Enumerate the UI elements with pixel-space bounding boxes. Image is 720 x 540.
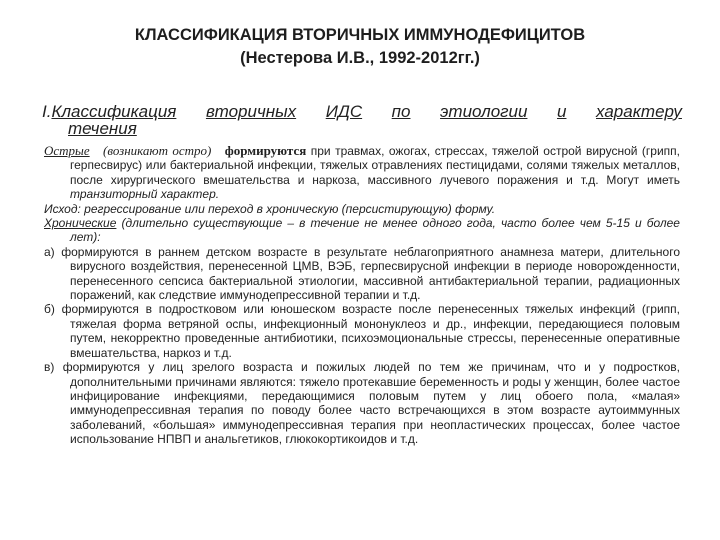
list-item: а) формируются в раннем детском возрасте в результате неблагоприятного анамнеза матери, длительного вирусного воздействия, перенесенной ЦМВ, ВЭБ, герпесвирусной инфекции в периоде новорожденности, перенесенного сепсиса бактериальной этиологии, массивной антибактериальной терапии, радиационных поражений, как следствие иммунодепрессивной терапии и т.д. — [44, 244, 680, 303]
list-item: в) формируются у лиц зрелого возраста и пожилых людей по тем же причинам, что и у подростков, дополнительными причинами являются: тяжело протекавшие беременность и роды у женщин, более частое инфицирование инфекциями, передающимися половым путем у лиц обоего пола, «малая» иммунодепрессивная терапия по поводу более часто встречающихся в этом возрасте аутоиммунных заболеваний, «большая» иммунодепрессивная терапия при неопластических процессах, более частое использование НПВП и анальгетиков, глюкокортикоидов и т.д. — [44, 360, 680, 447]
acute-paragraph — [44, 144, 680, 202]
acute-verb: формируются — [224, 143, 307, 158]
heading-word-ids: ИДС — [325, 102, 363, 121]
outcome-paragraph — [44, 202, 680, 216]
outcome-label: Исход: — [44, 201, 81, 216]
body-text — [44, 144, 680, 447]
heading-word-by: по — [391, 102, 411, 121]
heading-word-and: и — [557, 102, 567, 121]
acute-label: Острые — [44, 143, 90, 158]
acute-transient: транзиторный характер. — [70, 187, 220, 202]
title-line-2: (Нестерова И.В., 1992-2012гг.) — [240, 49, 480, 67]
heading-line-1 — [42, 103, 682, 120]
title-line-1: КЛАССИФИКАЦИЯ ВТОРИЧНЫХ ИММУНОДЕФИЦИТОВ — [134, 26, 586, 44]
heading-word-etiology: этиологии — [440, 102, 528, 121]
section-heading — [42, 103, 682, 137]
heading-word-classification: Классификация — [51, 102, 177, 121]
acute-text: при травмах, ожогах, стрессах, тяжелой острой вирусной (грипп, герпесвирус) или бактериальной инфекции, тяжелых отравлениях пестицидами, солями тяжелых металлов, после хирургического вмешательства и наркоза, массивного лучевого поражения и т.д. Могут иметь — [70, 144, 680, 187]
chronic-label: Хронические — [44, 216, 117, 231]
list-item: б) формируются в подростковом или юношеском возрасте после перенесенных тяжелых инфекций (грипп, тяжелая форма ветряной оспы, инфекционный мононуклеоз и др., инфекции, передающиеся половым путем, некорректно проведенные антибиотики, психоэмоциональные стрессы, перенесенные оперативные вмешательства, наркоз и т.д. — [44, 302, 680, 360]
outcome-text: регрессирование или переход в хроническую (персистирующую) форму. — [84, 201, 496, 216]
heading-prefix: I. — [42, 102, 52, 121]
acute-paren: (возникают остро) — [103, 143, 212, 158]
chronic-paragraph — [44, 216, 680, 245]
slide-title — [40, 24, 680, 70]
chronic-text: (длительно существующие – в течение не менее одного года, часто более чем 5-15 и более лет): — [70, 216, 680, 245]
heading-word-character: характеру — [596, 102, 682, 121]
heading-word-secondary: вторичных — [205, 102, 297, 121]
heading-line-2 — [42, 120, 682, 137]
heading-word-course: течения — [68, 119, 137, 138]
